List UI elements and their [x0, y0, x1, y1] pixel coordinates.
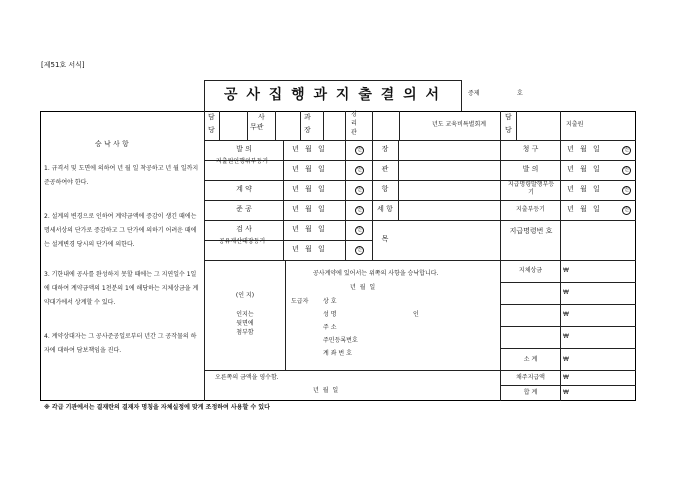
- row-payorder-label: 지급명령발행부등기: [507, 181, 555, 196]
- row-claim-date: 년 월 일: [567, 145, 602, 153]
- row-property-date: 년 월 일: [292, 245, 327, 253]
- contractor-company-label: 상 호: [323, 298, 337, 305]
- approval-account-type: 년도 교육비특별회계: [432, 121, 487, 128]
- approval-chief-2: 장: [304, 126, 311, 134]
- receipt-text: 오른쪽의 금액을 영수함.: [215, 374, 279, 381]
- contract-acceptance-text: 공사계약에 있어서는 위쪽의 사항을 승낙합니다.: [313, 270, 439, 277]
- row-proposal2-label: 발 의: [522, 165, 539, 173]
- row-contract-label: 계 약: [236, 185, 252, 193]
- form-number: [제51호 서식]: [41, 61, 85, 69]
- row-contract-date: 년 월 일: [292, 185, 327, 193]
- seal-icon: 인: [355, 246, 364, 255]
- won-sign: ₩: [563, 311, 569, 318]
- row-proposal-date: 년 월 일: [292, 145, 327, 153]
- won-sign: ₩: [563, 356, 569, 363]
- seal-icon: 인: [355, 206, 364, 215]
- row-expense-label: 지출부등기: [516, 206, 545, 213]
- acceptance-heading: 승 낙 사 항: [95, 140, 129, 148]
- total-label: 합 계: [523, 389, 538, 396]
- row-paynumber-label: 지급명령번 호: [509, 227, 553, 235]
- form-title: 공 사 집 행 과 지 출 결 의 서: [223, 87, 442, 103]
- revenue-stamp-note-3: 첨부함: [236, 329, 254, 336]
- row-obligation-date: 년 월 일: [292, 165, 327, 173]
- budget-hang: 항: [381, 185, 389, 193]
- contract-date: 년 월 일: [350, 284, 377, 291]
- approval-accountant-2: 리: [351, 120, 357, 127]
- row-property-label: 공유재산대장등기: [218, 238, 266, 245]
- row-obligation-label: 지출원인행위부등기: [215, 158, 269, 165]
- row-inspection-label: 검 사: [236, 225, 252, 233]
- approval-clerk-1: 담: [208, 113, 215, 121]
- approval-accountant-1: 경: [351, 111, 357, 118]
- approval-clerk2-1: 담: [505, 113, 512, 121]
- revenue-stamp-title: (인 지): [235, 292, 255, 299]
- seal-icon: 인: [622, 206, 631, 215]
- receipt-date: 년 월 일: [313, 387, 340, 394]
- seal-icon: 인: [355, 226, 364, 235]
- approval-officer-2: 무관: [250, 123, 264, 131]
- contractor-id-label: 주민등록번호: [323, 337, 358, 344]
- revenue-stamp-note-1: 인지는: [236, 311, 254, 318]
- acceptance-item-4: 4. 계약상대자는 그 공사준공일로부터 년간 그 공작물의 하자에 대하여 담보책임을 진다.: [44, 333, 197, 354]
- budget-sehang: 세 항: [377, 205, 393, 213]
- seal-icon: 인: [622, 166, 631, 175]
- approval-accountant-3: 관: [351, 129, 357, 136]
- revenue-stamp-note-2: 뒷면에: [236, 320, 254, 327]
- seal-icon: 인: [355, 146, 364, 155]
- subtotal-label: 소 계: [523, 356, 538, 363]
- won-sign: ₩: [563, 267, 569, 274]
- row-inspection-date: 년 월 일: [292, 225, 327, 233]
- acceptance-item-2: 2. 설계의 변경으로 인하여 계약금액에 증감이 생긴 때에는 명세서상의 단가로 증감하고 그 단가에 의하기 어려운 때에는 설계변경 당시의 단가에 의한다.: [44, 213, 197, 248]
- seal-icon: 인: [622, 186, 631, 195]
- row-expense-date: 년 월 일: [567, 205, 602, 213]
- row-proposal-label: 발 의: [236, 145, 252, 153]
- won-sign: ₩: [563, 289, 569, 296]
- footnote: ※ 각급 기관에서는 결재란의 결재자 명칭을 자체실정에 맞게 조정하여 사용할 수 있다: [44, 404, 270, 411]
- budget-jang: 장: [381, 145, 389, 153]
- acceptance-item-1: 1. 규격서 및 도면에 의하여 년 월 일 착공하고 년 월 일까지 준공하여야 한다.: [44, 165, 199, 186]
- row-proposal2-date: 년 월 일: [567, 165, 602, 173]
- approval-clerk2-2: 당: [505, 126, 512, 134]
- penalty-label: 지체상금: [518, 267, 543, 274]
- approval-payer: 지출원: [566, 121, 584, 128]
- won-sign: ₩: [563, 333, 569, 340]
- row-completion-date: 년 월 일: [292, 205, 327, 213]
- won-sign: ₩: [563, 389, 569, 396]
- seal-icon: 인: [355, 186, 364, 195]
- approval-chief-1: 과: [304, 113, 311, 121]
- approval-officer-1: 사: [258, 113, 265, 121]
- row-claim-label: 청 구: [522, 145, 539, 153]
- doc-number-label: 증제: [468, 90, 480, 97]
- contractor-address-label: 주 소: [323, 324, 337, 331]
- doc-number-suffix: 호: [517, 90, 523, 97]
- contractor-name-label: 성 명: [323, 311, 337, 318]
- budget-gwan: 관: [381, 165, 389, 173]
- seal-icon: 인: [622, 146, 631, 155]
- row-completion-label: 준 공: [236, 205, 252, 213]
- budget-mok: 목: [381, 235, 389, 243]
- creditor-payment-label: 채주지급액: [516, 374, 545, 381]
- contractor-seal: 인: [413, 311, 419, 318]
- contractor-label: 도급자: [291, 298, 309, 305]
- approval-clerk-2: 당: [208, 126, 215, 134]
- seal-icon: 인: [355, 166, 364, 175]
- contractor-account-label: 계 좌 번 호: [323, 350, 352, 357]
- acceptance-item-3: 3. 기한내에 공사를 완성하지 못할 때에는 그 지연일수 1일에 대하여 계약금액의 1천분의 1에 해당하는 지체상금을 계약대가에서 상계할 수 있다.: [44, 271, 199, 306]
- row-payorder-date: 년 월 일: [567, 185, 602, 193]
- won-sign: ₩: [563, 374, 569, 381]
